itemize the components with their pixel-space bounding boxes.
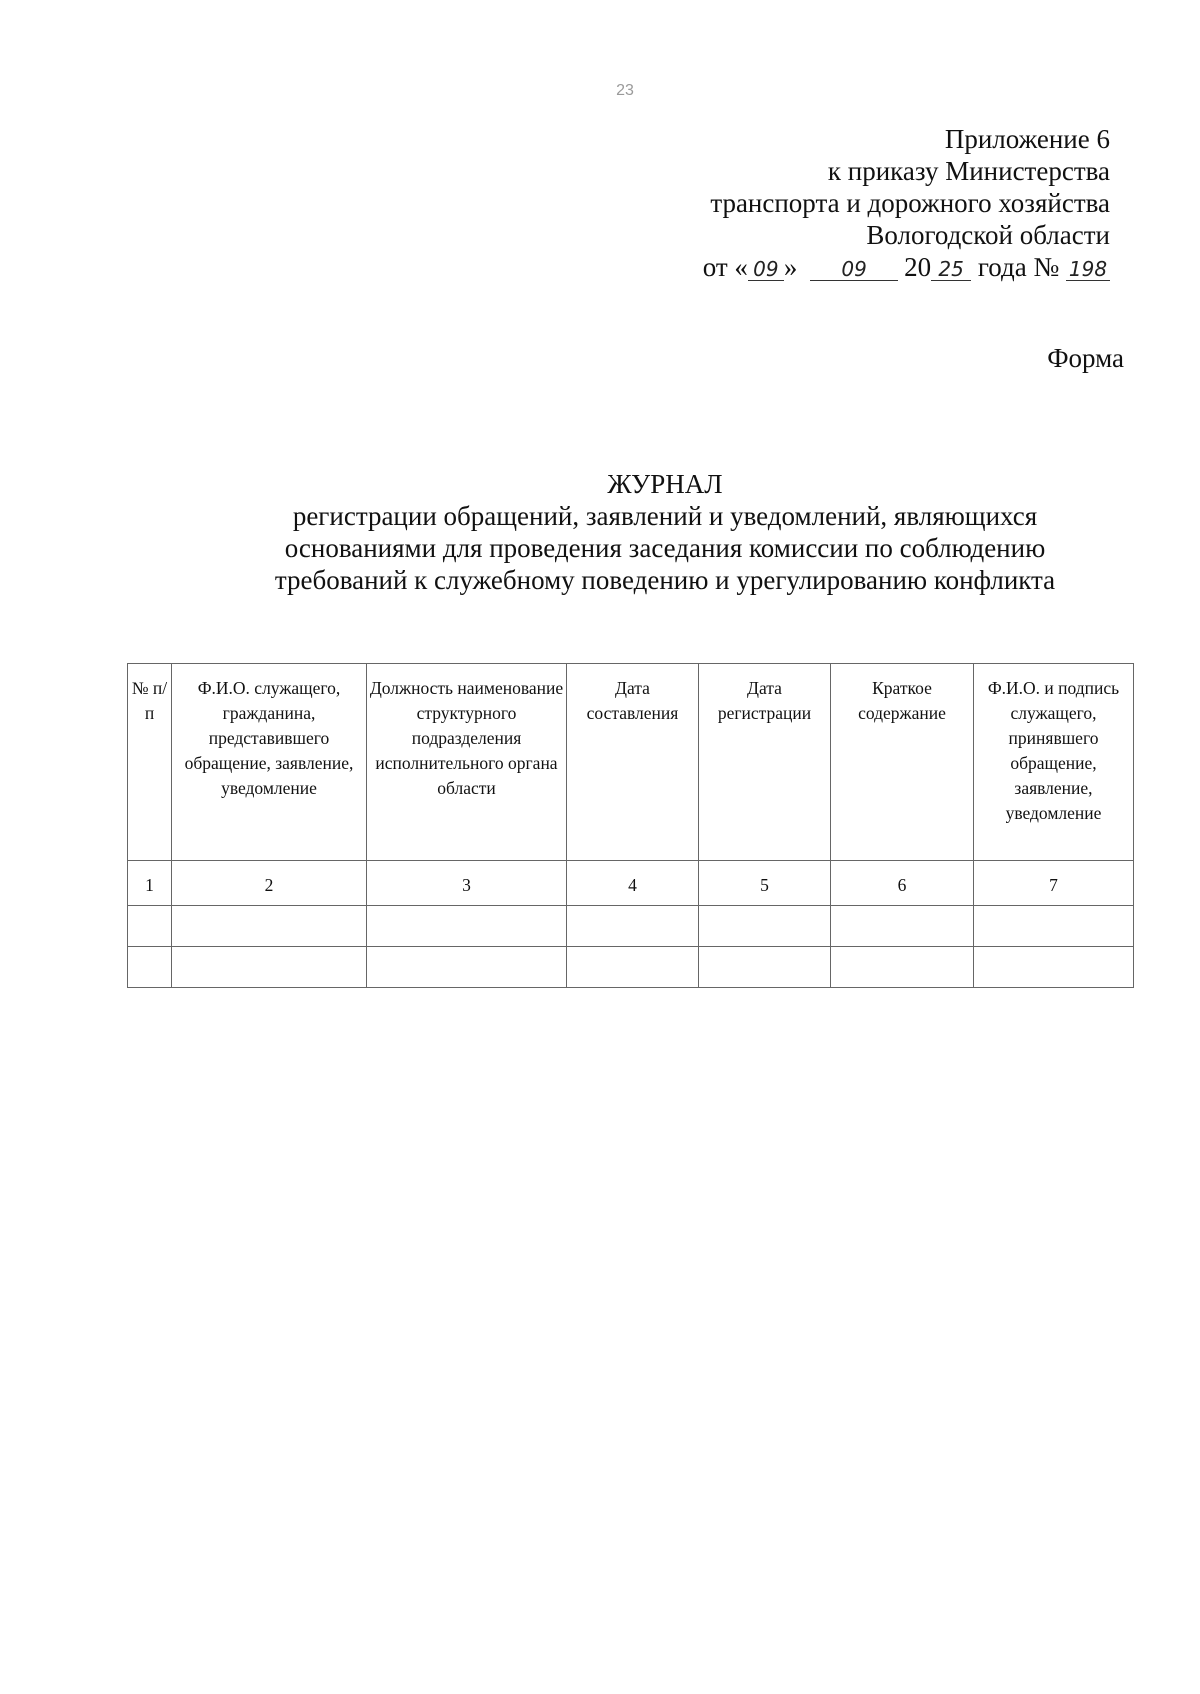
date-prefix: от « — [702, 252, 748, 282]
table-cell — [974, 947, 1134, 988]
table-header-row — [128, 664, 1134, 861]
date-year-handwritten: 25 — [931, 258, 971, 281]
header-date-compiled: Дата составления — [567, 664, 699, 861]
order-number-handwritten: 198 — [1066, 258, 1110, 281]
header-applicant-name: Ф.И.О. служащего, гражданина, представившего обращение, заявление, уведомление — [172, 664, 367, 861]
number-prefix: года № — [977, 252, 1060, 282]
table-cell — [567, 947, 699, 988]
table-row — [128, 906, 1134, 947]
date-year-prefix: 20 — [904, 252, 932, 282]
appendix-region-line: Вологодской области — [866, 220, 1110, 250]
header-date-registered: Дата регистрации — [699, 664, 831, 861]
column-number: 3 — [367, 861, 567, 906]
appendix-date-line — [590, 251, 1110, 283]
appendix-ministry-line: транспорта и дорожного хозяйства — [710, 188, 1110, 218]
header-position: Должность наименование структурного подразделения исполнительного органа области — [367, 664, 567, 861]
table-cell — [367, 947, 567, 988]
header-summary: Краткое содержание — [831, 664, 974, 861]
appendix-title: Приложение 6 — [944, 124, 1110, 154]
page-number: 23 — [616, 82, 634, 99]
table-cell — [974, 906, 1134, 947]
journal-subtitle-line3: требований к служебному поведению и урегулированию конфликта — [274, 565, 1056, 595]
journal-subtitle-line2: основаниями для проведения заседания комиссии по соблюдению — [284, 533, 1046, 563]
header-receiver-name-signature: Ф.И.О. и подпись служащего, принявшего обращение, заявление, уведомление — [974, 664, 1134, 861]
table-cell — [172, 906, 367, 947]
column-number: 5 — [699, 861, 831, 906]
appendix-block — [590, 123, 1110, 283]
table-cell — [172, 947, 367, 988]
column-number: 1 — [128, 861, 172, 906]
date-close-quote: » — [783, 252, 798, 282]
appendix-order-line: к приказу Министерства — [827, 156, 1110, 186]
date-day-handwritten: 09 — [748, 258, 784, 281]
table-cell — [699, 906, 831, 947]
table-cell — [699, 947, 831, 988]
column-number: 2 — [172, 861, 367, 906]
column-number: 7 — [974, 861, 1134, 906]
date-month-handwritten: 09 — [810, 258, 898, 281]
table-row — [128, 947, 1134, 988]
form-label: Форма — [1047, 343, 1124, 373]
journal-heading — [200, 468, 1130, 596]
table-cell — [367, 906, 567, 947]
column-number-row — [128, 861, 1134, 906]
journal-table — [127, 663, 1134, 988]
journal-subtitle-line1: регистрации обращений, заявлений и уведомлений, являющихся — [292, 501, 1038, 531]
table-cell — [831, 947, 974, 988]
journal-title: ЖУРНАЛ — [607, 469, 723, 499]
header-number: № п/п — [128, 664, 172, 861]
column-number: 6 — [831, 861, 974, 906]
table-cell — [128, 947, 172, 988]
table-cell — [128, 906, 172, 947]
table-cell — [831, 906, 974, 947]
table-cell — [567, 906, 699, 947]
column-number: 4 — [567, 861, 699, 906]
